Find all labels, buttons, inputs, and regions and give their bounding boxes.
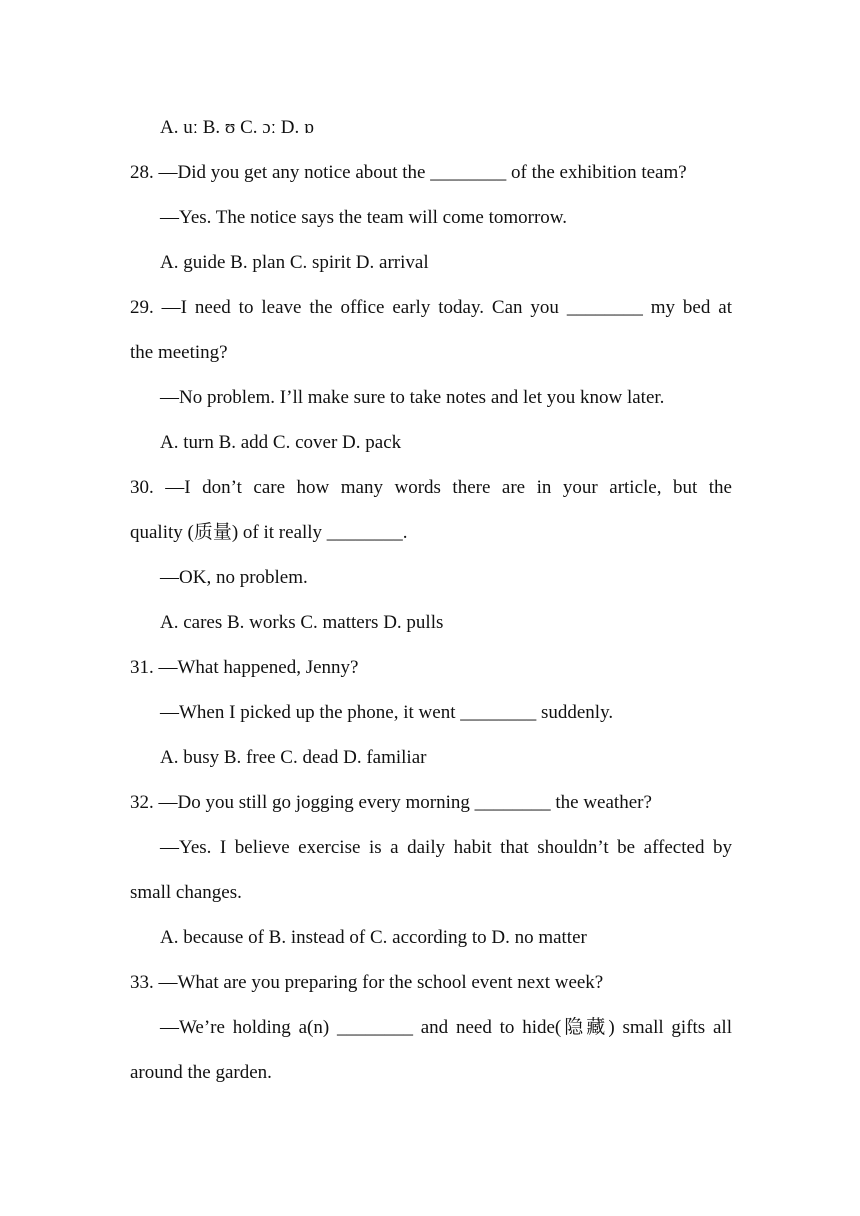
q32-reply-line2: small changes. <box>130 882 242 903</box>
q29-stem-line2: the meeting? <box>130 342 228 363</box>
q31-reply: —When I picked up the phone, it went ________ suddenly. <box>160 702 614 723</box>
q28-stem: 28. —Did you get any notice about the ________ of the exhibition team? <box>130 162 687 183</box>
q27-options: A. uː B. ʊ C. ɔː D. ɒ <box>160 117 314 138</box>
q29-stem-line1: 29. —I need to leave the office early today. Can you ________ my bed at <box>130 297 732 318</box>
q33-reply-line1: —We’re holding a(n) ________ and need to hide(隐藏) small gifts all <box>160 1017 732 1038</box>
q31-options: A. busy B. free C. dead D. familiar <box>160 747 427 768</box>
q28-reply: —Yes. The notice says the team will come tomorrow. <box>160 207 568 228</box>
q32-stem: 32. —Do you still go jogging every morning ________ the weather? <box>130 792 652 813</box>
q28-options: A. guide B. plan C. spirit D. arrival <box>160 252 429 273</box>
q30-stem-line1: 30. —I don’t care how many words there are in your article, but the <box>130 477 732 498</box>
q32-reply-line1: —Yes. I believe exercise is a daily habit that shouldn’t be affected by <box>160 837 732 858</box>
q30-stem-line2: quality (质量) of it really ________. <box>130 522 408 543</box>
q32-options: A. because of B. instead of C. according to D. no matter <box>160 927 587 948</box>
q33-stem: 33. —What are you preparing for the school event next week? <box>130 972 604 993</box>
q30-options: A. cares B. works C. matters D. pulls <box>160 612 444 633</box>
q31-stem: 31. —What happened, Jenny? <box>130 657 359 678</box>
q30-reply: —OK, no problem. <box>160 567 308 588</box>
q29-reply: —No problem. I’ll make sure to take notes and let you know later. <box>160 387 665 408</box>
q33-reply-line2: around the garden. <box>130 1062 272 1083</box>
q29-options: A. turn B. add C. cover D. pack <box>160 432 402 453</box>
